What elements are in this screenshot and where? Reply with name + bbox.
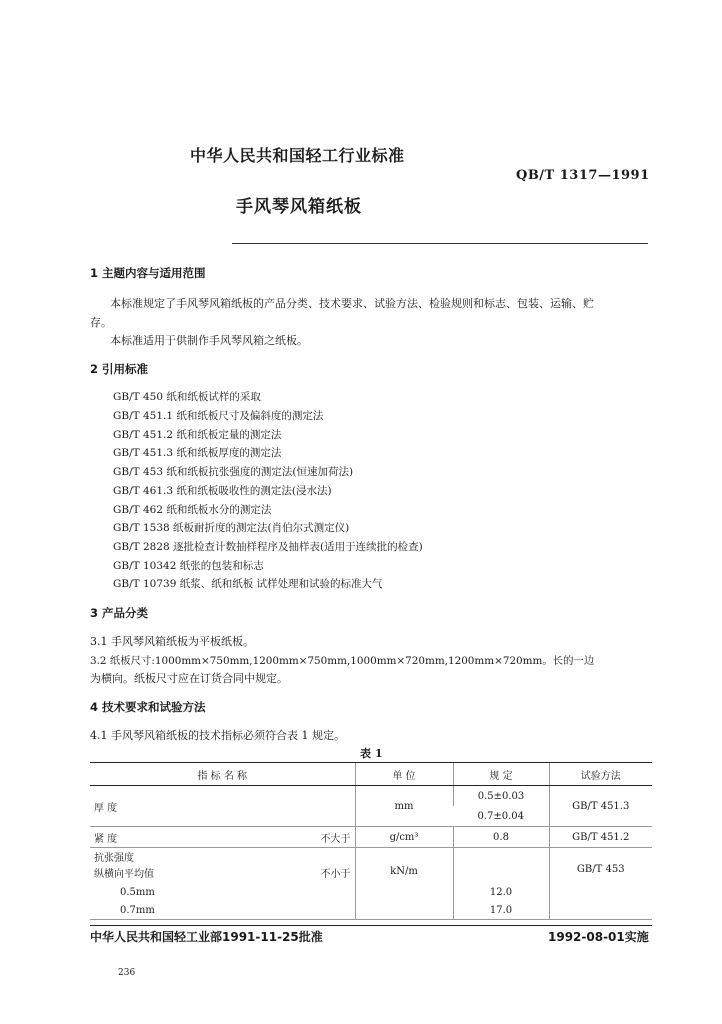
table-header-row bbox=[90, 763, 652, 786]
spec-table bbox=[90, 762, 652, 920]
tensile-sublabel: 纵横向平均值 bbox=[94, 869, 154, 880]
reference-item: GB/T 451.3 纸和纸板厚度的测定法 bbox=[113, 447, 282, 459]
section-1-heading: 1 主题内容与适用范围 bbox=[90, 266, 206, 280]
tensile-0-7mm-spec: 17.0 bbox=[453, 901, 549, 920]
reference-item: GB/T 451.2 纸和纸板定量的测定法 bbox=[113, 429, 282, 441]
density-label: 紧 度 bbox=[94, 833, 118, 845]
table-row bbox=[90, 827, 652, 848]
tensile-method: GB/T 453 bbox=[549, 848, 652, 920]
section-2-heading: 2 引用标准 bbox=[90, 362, 149, 376]
tensile-0-5mm-spec: 12.0 bbox=[453, 883, 549, 901]
reference-item: GB/T 451.1 纸和纸板尺寸及偏斜度的测定法 bbox=[113, 410, 324, 422]
clause-4-1: 4.1 手风琴风箱纸板的技术指标必须符合表 1 规定。 bbox=[90, 729, 345, 742]
density-method: GB/T 451.2 bbox=[549, 827, 652, 848]
reference-item: GB/T 2828 逐批检查计数抽样程序及抽样表(适用于连续批的检查) bbox=[113, 541, 423, 553]
standard-code: QB/T 1317—1991 bbox=[516, 168, 650, 183]
approval-line: 中华人民共和国轻工业部1991-11-25批准 bbox=[90, 930, 323, 944]
clause-3-2-line-1: 3.2 纸板尺寸:1000mm×750mm,1200mm×750mm,1000mm×720mm,1200mm×720mm。长的一边 bbox=[90, 655, 595, 667]
table-row bbox=[90, 848, 652, 884]
header-divider bbox=[232, 243, 648, 244]
reference-item: GB/T 450 纸和纸板试样的采取 bbox=[113, 391, 261, 403]
header-indicator: 指 标 名 称 bbox=[90, 763, 355, 786]
header-unit: 单 位 bbox=[355, 763, 453, 786]
density-qualifier: 不大于 bbox=[320, 833, 351, 845]
clause-3-2-line-2: 为横向。纸板尺寸应在订货合同中规定。 bbox=[90, 672, 288, 685]
header-spec: 规 定 bbox=[453, 763, 549, 786]
tensile-0-7mm: 0.7mm bbox=[90, 901, 355, 920]
table-caption: 表 1 bbox=[360, 747, 383, 760]
thickness-spec-2: 0.7±0.04 bbox=[453, 806, 549, 827]
reference-item: GB/T 1538 纸板耐折度的测定法(肖伯尔式测定仪) bbox=[113, 522, 350, 534]
section-3-heading: 3 产品分类 bbox=[90, 606, 149, 620]
document-title: 手风琴风箱纸板 bbox=[236, 197, 362, 217]
tensile-label: 抗张强度 bbox=[94, 853, 134, 864]
reference-item: GB/T 10342 纸张的包装和标志 bbox=[113, 560, 264, 572]
thickness-spec-1: 0.5±0.03 bbox=[453, 786, 549, 807]
thickness-unit: mm bbox=[355, 786, 453, 827]
reference-item: GB/T 461.3 纸和纸板吸收性的测定法(浸水法) bbox=[113, 485, 332, 497]
tensile-0-5mm: 0.5mm bbox=[120, 886, 155, 898]
density-spec: 0.8 bbox=[453, 827, 549, 848]
reference-item: GB/T 462 纸和纸板水分的测定法 bbox=[113, 504, 272, 516]
thickness-method: GB/T 451.3 bbox=[549, 786, 652, 827]
tensile-qualifier: 不小于 bbox=[320, 869, 351, 880]
page-number: 236 bbox=[118, 968, 136, 978]
footer-divider bbox=[90, 925, 652, 926]
table-row bbox=[90, 786, 652, 807]
reference-item: GB/T 10739 纸浆、纸和纸板 试样处理和试验的标准大气 bbox=[113, 578, 383, 590]
issuer-title: 中华人民共和国轻工行业标准 bbox=[190, 146, 405, 165]
section-1-paragraph-1-line-2: 存。 bbox=[90, 316, 112, 329]
effective-date: 1992-08-01实施 bbox=[548, 930, 649, 944]
section-1-paragraph-1-line-1: 本标准规定了手风琴风箱纸板的产品分类、技术要求、试验方法、检验规则和标志、包装、运输、贮 bbox=[110, 297, 594, 310]
section-4-heading: 4 技术要求和试验方法 bbox=[90, 700, 206, 714]
tensile-unit: kN/m bbox=[355, 848, 453, 920]
thickness-label: 厚 度 bbox=[90, 786, 355, 827]
density-unit: g/cm³ bbox=[355, 827, 453, 848]
section-1-paragraph-2: 本标准适用于供制作手风琴风箱之纸板。 bbox=[110, 334, 308, 347]
reference-item: GB/T 453 纸和纸板抗张强度的测定法(恒速加荷法) bbox=[113, 466, 354, 478]
clause-3-1: 3.1 手风琴风箱纸板为平板纸板。 bbox=[90, 635, 254, 648]
header-method: 试验方法 bbox=[549, 763, 652, 786]
